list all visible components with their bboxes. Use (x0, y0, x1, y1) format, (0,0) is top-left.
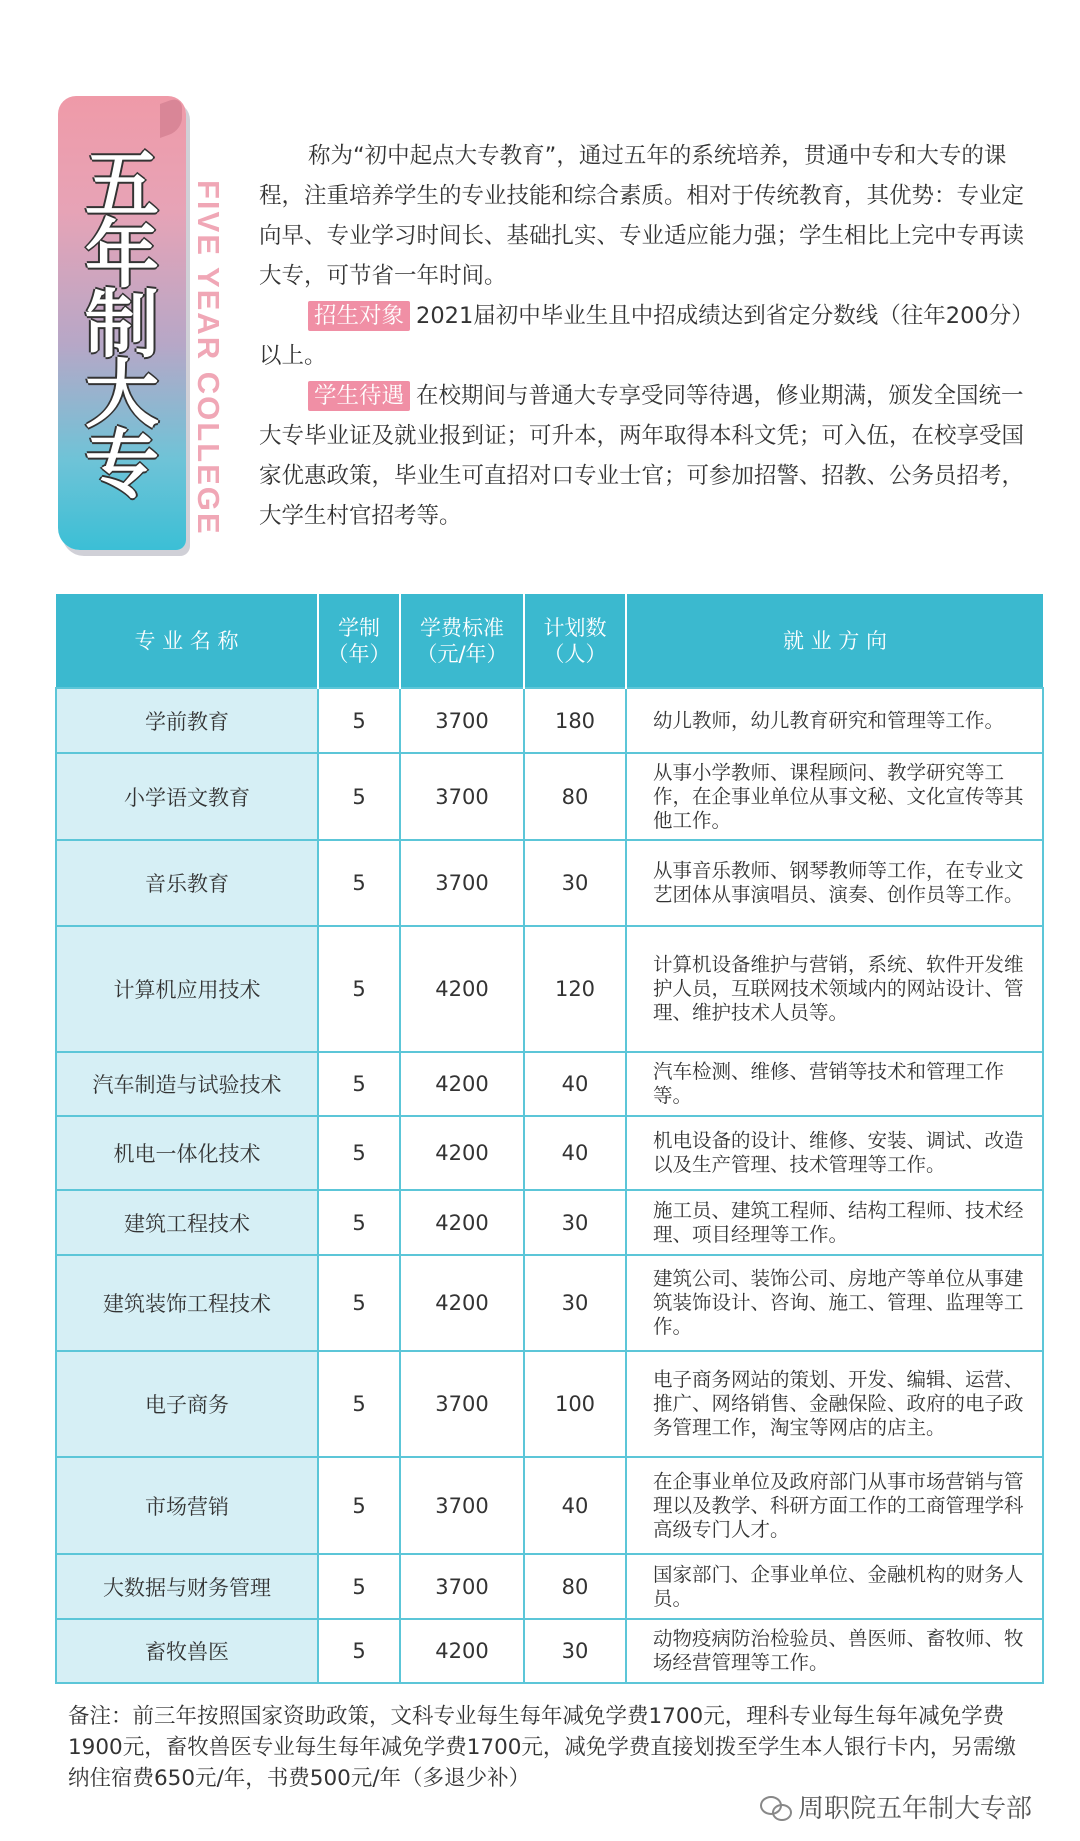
table-row (56, 753, 1043, 840)
target-text: 2021届初中毕业生且中招成绩达到省定分数线（往年200分）以上。 (259, 303, 1034, 369)
cell-name: 机电一体化技术 (56, 1116, 318, 1190)
cell-years: 5 (318, 688, 400, 753)
header-fee-unit: （元/年） (416, 641, 508, 666)
header-name: 专 业 名 称 (56, 594, 318, 688)
cell-direction: 从事音乐教师、钢琴教师等工作，在专业文艺团体从事演唱员、演奏、创作员等工作。 (626, 840, 1043, 926)
cell-years: 5 (318, 1619, 400, 1683)
cell-direction: 国家部门、企事业单位、金融机构的财务人员。 (626, 1554, 1043, 1619)
watermark-text: 周职院五年制大专部 (798, 1794, 1033, 1824)
table-row (56, 926, 1043, 1052)
header-years-main: 学制 (338, 615, 380, 640)
cell-name: 畜牧兽医 (56, 1619, 318, 1683)
cell-direction: 电子商务网站的策划、开发、编辑、运营、推广、网络销售、金融保险、政府的电子政务管理工作，淘宝等网店的店主。 (626, 1351, 1043, 1457)
cell-name: 建筑装饰工程技术 (56, 1255, 318, 1351)
cell-name: 计算机应用技术 (56, 926, 318, 1052)
cell-years: 5 (318, 1052, 400, 1116)
cell-fee: 3700 (400, 1457, 524, 1554)
cell-plan: 30 (524, 1190, 626, 1255)
cell-fee: 3700 (400, 753, 524, 840)
header-years (318, 594, 400, 688)
majors-table (55, 594, 1044, 1684)
cell-direction: 机电设备的设计、维修、安装、调试、改造以及生产管理、技术管理等工作。 (626, 1116, 1043, 1190)
cell-name: 小学语文教育 (56, 753, 318, 840)
cell-plan: 180 (524, 688, 626, 753)
cell-fee: 4200 (400, 1619, 524, 1683)
banner-char: 制 (85, 282, 159, 368)
header-direction: 就 业 方 向 (626, 594, 1043, 688)
table-row (56, 1554, 1043, 1619)
banner-char: 年 (85, 212, 159, 298)
header-plan-unit: （人） (543, 641, 607, 666)
cell-name: 音乐教育 (56, 840, 318, 926)
intro-section (259, 136, 1039, 536)
table-row (56, 1116, 1043, 1190)
cell-years: 5 (318, 1190, 400, 1255)
target-paragraph (259, 296, 1039, 376)
cell-direction: 汽车检测、维修、营销等技术和管理工作等。 (626, 1052, 1043, 1116)
cell-plan: 100 (524, 1351, 626, 1457)
target-tag: 招生对象 (308, 301, 410, 331)
table-row (56, 1457, 1043, 1554)
cell-fee: 3700 (400, 840, 524, 926)
cell-years: 5 (318, 1554, 400, 1619)
cell-plan: 40 (524, 1116, 626, 1190)
banner-char: 专 (85, 422, 159, 508)
cell-direction: 计算机设备维护与营销，系统、软件开发维护人员，互联网技术领域内的网站设计、管理、维护技术人员等。 (626, 926, 1043, 1052)
cell-plan: 120 (524, 926, 626, 1052)
cell-years: 5 (318, 926, 400, 1052)
benefit-paragraph (259, 376, 1039, 536)
cell-plan: 80 (524, 1554, 626, 1619)
cell-years: 5 (318, 1116, 400, 1190)
benefit-tag: 学生待遇 (308, 381, 410, 411)
cell-name: 电子商务 (56, 1351, 318, 1457)
wechat-icon (760, 1794, 790, 1820)
header-plan-main: 计划数 (543, 615, 607, 640)
cell-years: 5 (318, 1457, 400, 1554)
cell-direction: 幼儿教师，幼儿教育研究和管理等工作。 (626, 688, 1043, 753)
cell-fee: 4200 (400, 1190, 524, 1255)
header-fee-main: 学费标准 (420, 615, 504, 640)
table-row (56, 1255, 1043, 1351)
cell-plan: 80 (524, 753, 626, 840)
header-plan (524, 594, 626, 688)
english-subtitle: FIVE YEAR COLLEGE (191, 180, 226, 536)
cell-direction: 施工员、建筑工程师、结构工程师、技术经理、项目经理等工作。 (626, 1190, 1043, 1255)
cell-years: 5 (318, 753, 400, 840)
table-row (56, 1351, 1043, 1457)
intro-paragraph: 称为“初中起点大专教育”，通过五年的系统培养，贯通中专和大专的课程，注重培养学生的专业技能和综合素质。相对于传统教育，其优势：专业定向早、专业学习时间长、基础扎实、专业适应能力强；学生相比上完中专再读大专，可节省一年时间。 (259, 143, 1025, 289)
cell-name: 学前教育 (56, 688, 318, 753)
cell-direction: 动物疫病防治检验员、兽医师、畜牧师、牧场经营管理等工作。 (626, 1619, 1043, 1683)
cell-plan: 40 (524, 1457, 626, 1554)
table-row (56, 1052, 1043, 1116)
cell-fee: 4200 (400, 1116, 524, 1190)
cell-direction: 建筑公司、装饰公司、房地产等单位从事建筑装饰设计、咨询、施工、管理、监理等工作。 (626, 1255, 1043, 1351)
cell-plan: 30 (524, 1619, 626, 1683)
table-header-row (56, 594, 1043, 688)
cell-years: 5 (318, 1255, 400, 1351)
cell-name: 大数据与财务管理 (56, 1554, 318, 1619)
cell-years: 5 (318, 840, 400, 926)
cell-direction: 在企事业单位及政府部门从事市场营销与管理以及教学、科研方面工作的工商管理学科高级专门人才。 (626, 1457, 1043, 1554)
cell-plan: 30 (524, 1255, 626, 1351)
cell-fee: 4200 (400, 1052, 524, 1116)
header-years-unit: （年） (327, 641, 391, 666)
cell-name: 建筑工程技术 (56, 1190, 318, 1255)
footnote: 备注：前三年按照国家资助政策，文科专业每生每年减免学费1700元，理科专业每生每年减免学费1900元，畜牧兽医专业每生每年减免学费1700元，减免学费直接划拨至学生本人银行卡内，另需缴纳住宿费650元/年，书费500元/年（多退少补） (68, 1704, 1016, 1791)
banner-char: 大 (85, 352, 159, 438)
banner-char: 五 (85, 142, 159, 228)
cell-fee: 3700 (400, 1351, 524, 1457)
cell-fee: 4200 (400, 926, 524, 1052)
cell-direction: 从事小学教师、课程顾问、教学研究等工作，在企事业单位从事文秘、文化宣传等其他工作。 (626, 753, 1043, 840)
cell-name: 汽车制造与试验技术 (56, 1052, 318, 1116)
table-row (56, 1190, 1043, 1255)
header-fee (400, 594, 524, 688)
cell-plan: 40 (524, 1052, 626, 1116)
banner-title (76, 142, 168, 508)
table-row (56, 1619, 1043, 1683)
benefit-text: 在校期间与普通大专享受同等待遇，修业期满，颁发全国统一大专毕业证及就业报到证；可升本，两年取得本科文凭；可入伍，在校享受国家优惠政策，毕业生可直招对口专业士官；可参加招警、招教、公务员招考，大学生村官招考等。 (259, 383, 1025, 529)
majors-table-wrap (55, 594, 1042, 1684)
cell-fee: 3700 (400, 688, 524, 753)
cell-fee: 3700 (400, 1554, 524, 1619)
wechat-watermark (760, 1788, 1032, 1825)
cell-fee: 4200 (400, 1255, 524, 1351)
cell-years: 5 (318, 1351, 400, 1457)
table-row (56, 688, 1043, 753)
cell-plan: 30 (524, 840, 626, 926)
table-row (56, 840, 1043, 926)
cell-name: 市场营销 (56, 1457, 318, 1554)
